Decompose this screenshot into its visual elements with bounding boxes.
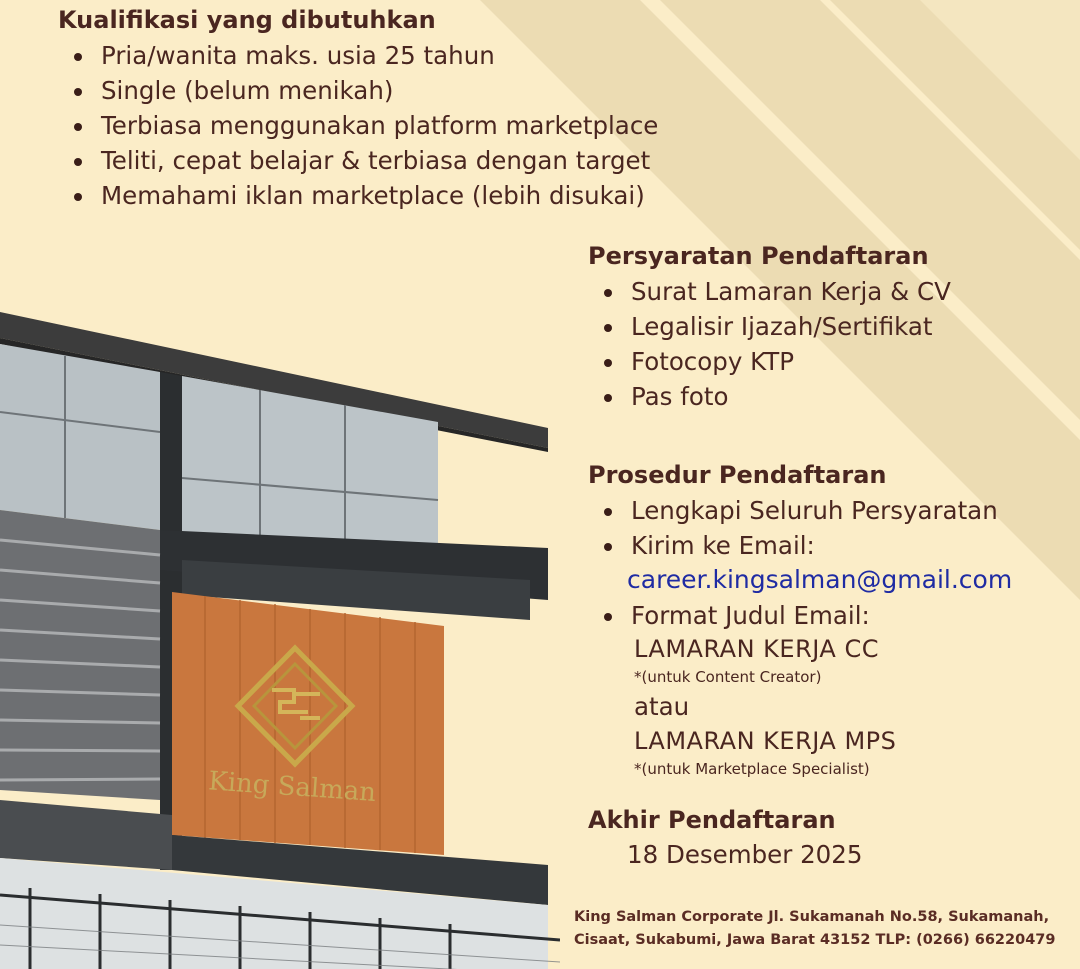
persyaratan-heading: Persyaratan Pendaftaran: [588, 242, 929, 270]
list-item: Kirim ke Email:: [588, 528, 998, 563]
kualifikasi-heading: Kualifikasi yang dibutuhkan: [58, 6, 436, 34]
list-item: Surat Lamaran Kerja & CV: [588, 274, 951, 309]
list-item: Pas foto: [588, 379, 951, 414]
list-item: Lengkapi Seluruh Persyaratan: [588, 493, 998, 528]
akhir-heading: Akhir Pendaftaran: [588, 806, 836, 834]
footer-address: [574, 906, 1055, 952]
persyaratan-list: [588, 274, 951, 414]
atau-text: atau: [634, 692, 690, 721]
kualifikasi-list: [58, 38, 658, 213]
prosedur-heading: Prosedur Pendaftaran: [588, 461, 887, 489]
subject-cc: LAMARAN KERJA CC: [634, 635, 879, 663]
list-item: Pria/wanita maks. usia 25 tahun: [58, 38, 658, 73]
list-item: Teliti, cepat belajar & terbiasa dengan target: [58, 143, 658, 178]
email-link[interactable]: career.kingsalman@gmail.com: [627, 565, 1013, 594]
footer-line-1: King Salman Corporate Jl. Sukamanah No.58, Sukamanah,: [574, 909, 1050, 925]
list-item: Format Judul Email:: [588, 598, 870, 633]
building-photo: [0, 300, 560, 969]
prosedur-list-a: [588, 493, 998, 563]
note-cc: *(untuk Content Creator): [634, 668, 822, 686]
list-item: Fotocopy KTP: [588, 344, 951, 379]
list-item: Legalisir Ijazah/Sertifikat: [588, 309, 951, 344]
building-sign-text: King Salman: [207, 766, 377, 808]
subject-mps: LAMARAN KERJA MPS: [634, 727, 897, 755]
footer-line-2: Cisaat, Sukabumi, Jawa Barat 43152 TLP: (0266) 66220479: [574, 932, 1056, 948]
list-item: Terbiasa menggunakan platform marketplace: [58, 108, 658, 143]
list-item: Single (belum menikah): [58, 73, 658, 108]
deadline-date: 18 Desember 2025: [627, 840, 863, 869]
prosedur-list-b: [588, 598, 870, 633]
list-item: Memahami iklan marketplace (lebih disukai): [58, 178, 658, 213]
note-mps: *(untuk Marketplace Specialist): [634, 760, 870, 778]
